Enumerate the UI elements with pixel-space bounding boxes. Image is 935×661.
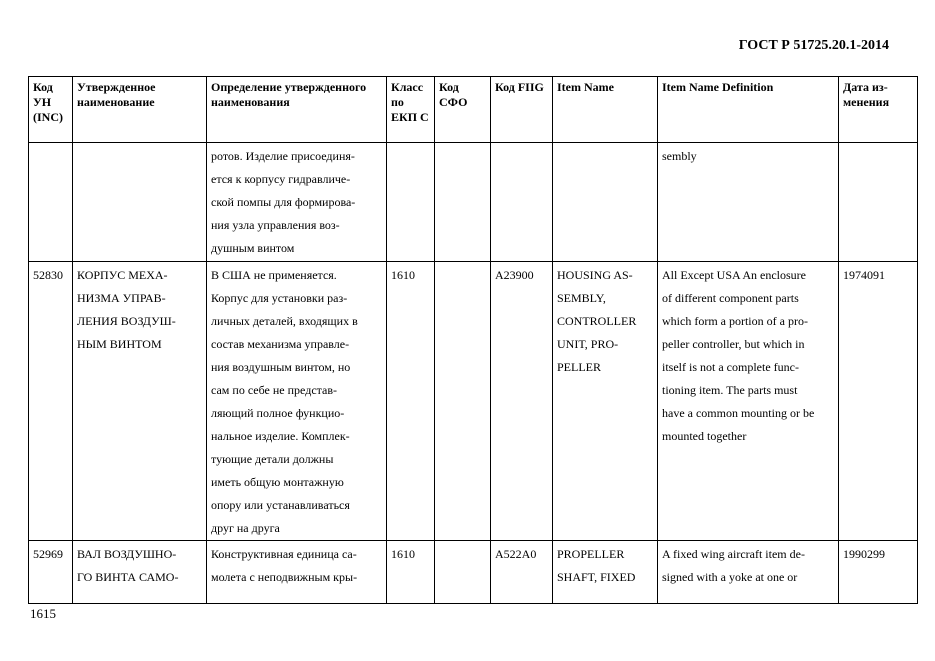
text-line: ВАЛ ВОЗДУШНО- — [77, 547, 177, 561]
cell-date: 1974091 — [839, 262, 918, 541]
cell-definition-en — [658, 262, 839, 541]
text-line: of different component parts — [662, 291, 799, 305]
text-line: ется к корпусу гидравличе- — [211, 172, 351, 186]
column-header-item-name: Item Name — [553, 77, 658, 143]
cell-inc — [29, 143, 73, 262]
text-line: SEMBLY, — [557, 291, 606, 305]
text-line: PELLER — [557, 360, 601, 374]
table-row — [29, 541, 918, 604]
column-header-approved-name: Утвержденное наименование — [73, 77, 207, 143]
cell-definition-en — [658, 541, 839, 604]
cell-fiig: A23900 — [491, 262, 553, 541]
text-line: В США не применяется. — [211, 268, 337, 282]
text-line: ния воздушным винтом, но — [211, 360, 351, 374]
text-line: тующие детали должны — [211, 452, 334, 466]
cell-sfo — [435, 143, 491, 262]
text-line: молета с неподвижным кры- — [211, 570, 358, 584]
column-header-class: Класс по ЕКП С — [387, 77, 435, 143]
cell-sfo — [435, 262, 491, 541]
cell-class: 1610 — [387, 541, 435, 604]
text-line: ния узла управления воз- — [211, 218, 340, 232]
column-header-change-date: Дата из-менения — [839, 77, 918, 143]
text-line: tioning item. The parts must — [662, 383, 798, 397]
cell-date: 1990299 — [839, 541, 918, 604]
document-standard-header: ГОСТ Р 51725.20.1-2014 — [738, 38, 889, 53]
text-line: mounted together — [662, 429, 747, 443]
text-line: НЫМ ВИНТОМ — [77, 337, 162, 351]
cell-name-ru — [73, 143, 207, 262]
text-line: itself is not a complete func- — [662, 360, 799, 374]
cell-name-ru — [73, 262, 207, 541]
text-line: All Except USA An enclosure — [662, 268, 806, 282]
cell-item-name — [553, 262, 658, 541]
text-line: signed with a yoke at one or — [662, 570, 798, 584]
page-number: 1615 — [30, 606, 56, 621]
cell-class — [387, 143, 435, 262]
text-line: CONTROLLER — [557, 314, 637, 328]
text-line: ГО ВИНТА САМО- — [77, 570, 179, 584]
text-line: SHAFT, FIXED — [557, 570, 636, 584]
text-line: have a common mounting or be — [662, 406, 815, 420]
cell-inc: 52830 — [29, 262, 73, 541]
cell-name-ru — [73, 541, 207, 604]
text-line: UNIT, PRO- — [557, 337, 619, 351]
nomenclature-table — [28, 76, 918, 604]
cell-date — [839, 143, 918, 262]
column-header-item-name-definition: Item Name Definition — [658, 77, 839, 143]
cell-definition-en — [658, 143, 839, 262]
text-line: опору или устанавливаться — [211, 498, 350, 512]
text-line: ской помпы для формирова- — [211, 195, 356, 209]
text-line: sembly — [662, 149, 697, 163]
text-line: КОРПУС МЕХА- — [77, 268, 168, 282]
text-line: НИЗМА УПРАВ- — [77, 291, 166, 305]
text-line: нальное изделие. Комплек- — [211, 429, 350, 443]
text-line: Конструктивная единица са- — [211, 547, 357, 561]
cell-definition-ru — [207, 143, 387, 262]
text-line: друг на друга — [211, 521, 280, 535]
cell-item-name — [553, 143, 658, 262]
column-header-definition-ru: Определение утвержденного наименования — [207, 77, 387, 143]
text-line: состав механизма управле- — [211, 337, 350, 351]
cell-fiig: A522A0 — [491, 541, 553, 604]
cell-inc: 52969 — [29, 541, 73, 604]
column-header-sfo: Код СФО — [435, 77, 491, 143]
text-line: ляющий полное функцио- — [211, 406, 345, 420]
text-line: иметь общую монтажную — [211, 475, 344, 489]
cell-fiig — [491, 143, 553, 262]
text-line: ЛЕНИЯ ВОЗДУШ- — [77, 314, 176, 328]
table-row-continuation — [29, 143, 918, 262]
cell-sfo — [435, 541, 491, 604]
text-line: Корпус для установки раз- — [211, 291, 348, 305]
table-row — [29, 262, 918, 541]
text-line: ротов. Изделие присоединя- — [211, 149, 355, 163]
text-line: HOUSING AS- — [557, 268, 633, 282]
column-header-inc: Код УН (INC) — [29, 77, 73, 143]
text-line: which form a portion of a pro- — [662, 314, 808, 328]
cell-item-name — [553, 541, 658, 604]
cell-class: 1610 — [387, 262, 435, 541]
text-line: A fixed wing aircraft item de- — [662, 547, 805, 561]
text-line: peller controller, but which in — [662, 337, 805, 351]
cell-definition-ru — [207, 541, 387, 604]
text-line: PROPELLER — [557, 547, 625, 561]
column-header-fiig: Код FIIG — [491, 77, 553, 143]
text-line: душным винтом — [211, 241, 295, 255]
table-header-row — [29, 77, 918, 143]
cell-definition-ru — [207, 262, 387, 541]
text-line: личных деталей, входящих в — [211, 314, 358, 328]
text-line: сам по себе не представ- — [211, 383, 338, 397]
